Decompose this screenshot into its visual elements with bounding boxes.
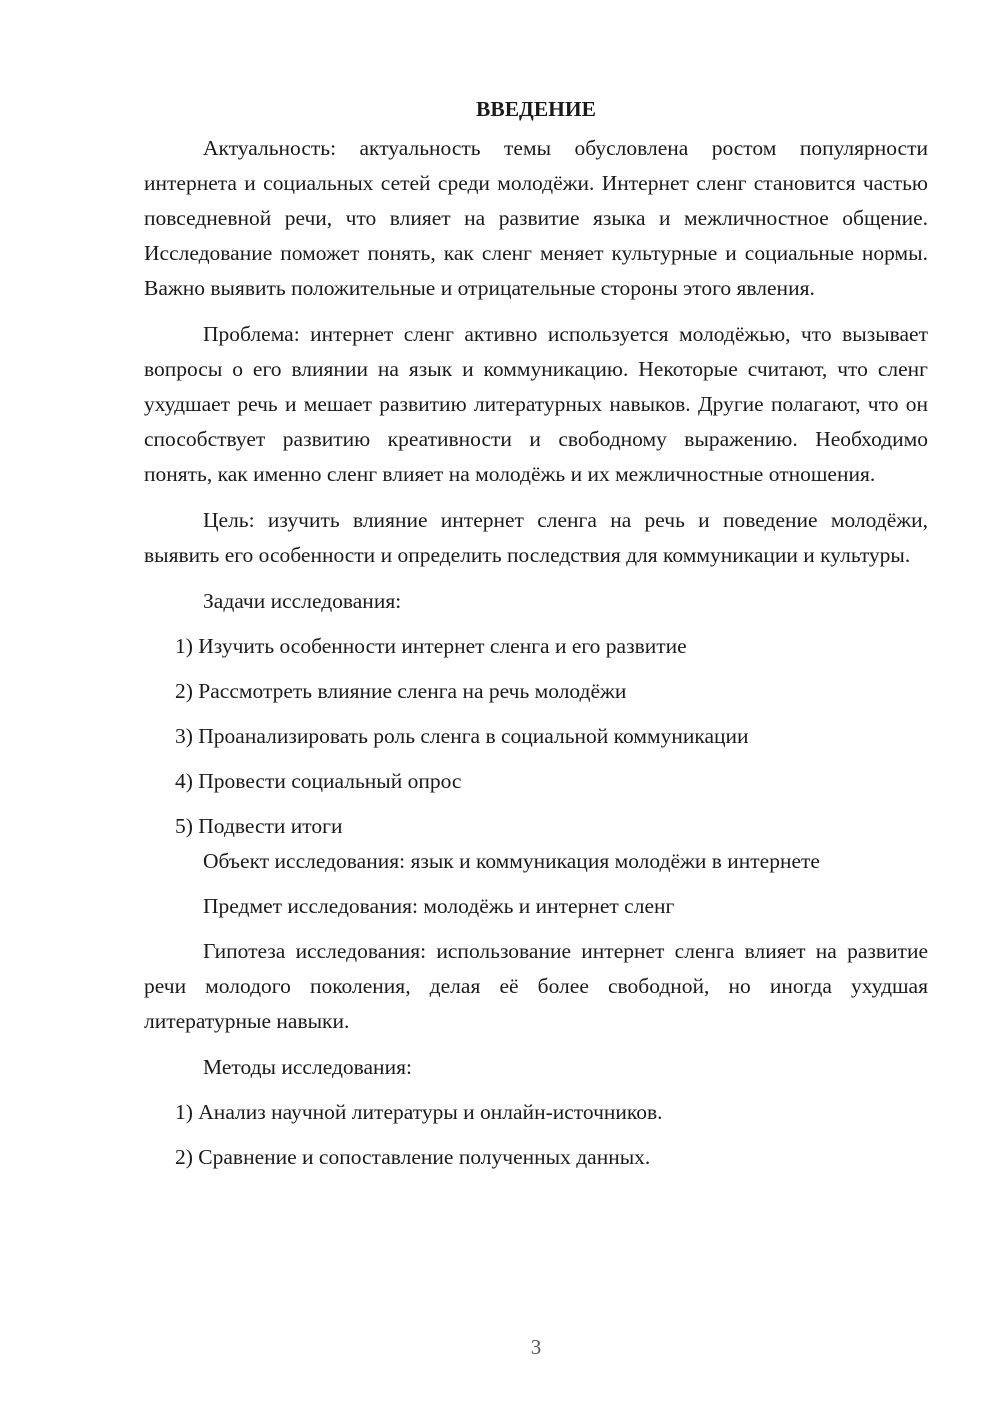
page-number: 3 — [530, 1335, 542, 1359]
methods-label: Методы исследования: — [203, 1055, 412, 1079]
research-subject: Предмет исследования: молодёжь и интернет сленг — [203, 894, 675, 918]
research-object: Объект исследования: язык и коммуникация молодёжи в интернете — [203, 849, 820, 873]
paragraph-relevance: Актуальность: актуальность темы обусловлена ростом популярности интернета и социальных сетей среди молодёжи. Интернет сленг становится частью повседневной речи, что влияет на развитие языка и межличностное общение. Исследование поможет понять, как сленг меняет культурные и социальные нормы. Важно выявить положительные и отрицательные стороны этого явления. — [144, 136, 928, 300]
section-heading: ВВЕДЕНИЕ — [476, 97, 596, 121]
list-item-task-3: 3) Проанализировать роль сленга в социальной коммуникации — [175, 724, 749, 748]
list-item-task-1: 1) Изучить особенности интернет сленга и его развитие — [175, 634, 687, 658]
list-item-task-5: 5) Подвести итоги — [175, 814, 343, 838]
list-item-task-2: 2) Рассмотреть влияние сленга на речь молодёжи — [175, 679, 627, 703]
list-item-task-4: 4) Провести социальный опрос — [175, 769, 462, 793]
list-item-method-1: 1) Анализ научной литературы и онлайн-источников. — [175, 1100, 663, 1124]
tasks-label: Задачи исследования: — [203, 589, 402, 613]
paragraph-problem: Проблема: интернет сленг активно используется молодёжью, что вызывает вопросы о его влиянии на язык и коммуникацию. Некоторые считают, что сленг ухудшает речь и мешает развитию литературных навыков. Другие полагают, что он способствует развитию креативности и свободному выражению. Необходимо понять, как именно сленг влияет на молодёжь и их межличностные отношения. — [144, 322, 928, 486]
paragraph-goal: Цель: изучить влияние интернет сленга на речь и поведение молодёжи, выявить его особенности и определить последствия для коммуникации и культуры. — [144, 508, 928, 567]
page-content — [144, 92, 928, 1185]
paragraph-hypothesis: Гипотеза исследования: использование интернет сленга влияет на развитие речи молодого поколения, делая её более свободной, но иногда ухудшая литературные навыки. — [144, 939, 928, 1033]
list-item-method-2: 2) Сравнение и сопоставление полученных данных. — [175, 1145, 651, 1169]
